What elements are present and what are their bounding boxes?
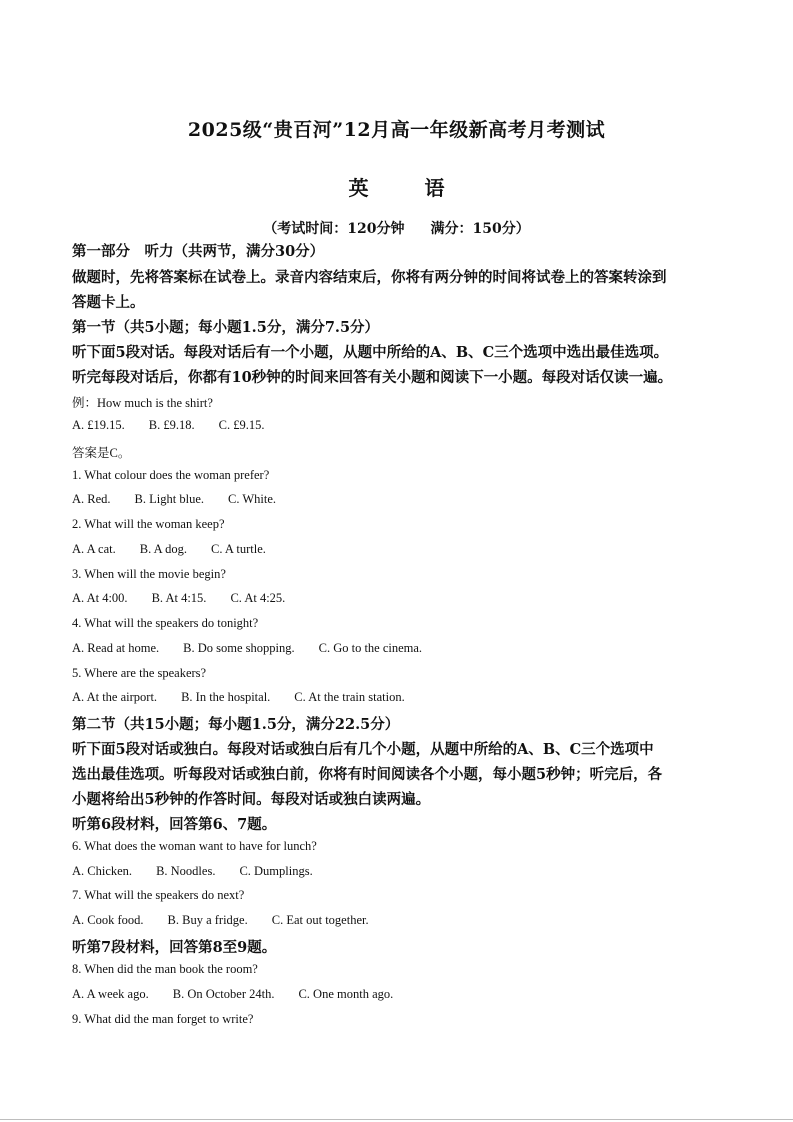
section2-instruction-line: 听下面5段对话或独白。每段对话或独白后有几个小题，从题中所给的A、B、C三个选项中 bbox=[72, 741, 654, 758]
question-5-options bbox=[72, 690, 405, 705]
subject-title: 英 语 bbox=[348, 176, 463, 200]
part1-heading: 第一部分 听力（共两节，满分30分） bbox=[72, 243, 325, 260]
question-4-options bbox=[72, 641, 422, 656]
option-b: B. In the hospital. bbox=[181, 690, 271, 704]
section2-heading: 第二节（共15小题；每小题1.5分，满分22.5分） bbox=[72, 716, 400, 733]
question-1: 1. What colour does the woman prefer? bbox=[72, 468, 270, 482]
question-2: 2. What will the woman keep? bbox=[72, 517, 225, 531]
question-4: 4. What will the speakers do tonight? bbox=[72, 616, 259, 630]
option-b: B. Light blue. bbox=[134, 492, 204, 506]
question-7: 7. What will the speakers do next? bbox=[72, 888, 245, 902]
option-c: C. Eat out together. bbox=[271, 913, 369, 927]
material-6-heading: 听第6段材料，回答第6、7题。 bbox=[72, 816, 277, 833]
option-c: C. One month ago. bbox=[298, 987, 394, 1001]
option-a: A. Red. bbox=[72, 492, 111, 506]
section1-instruction-line: 听完每段对话后，你都有10秒钟的时间来回答有关小题和阅读下一小题。每段对话仅读一遍。 bbox=[72, 369, 673, 386]
question-6: 6. What does the woman want to have for lunch? bbox=[72, 839, 317, 853]
question-3: 3. When will the movie begin? bbox=[72, 567, 226, 581]
question-8-options bbox=[72, 987, 393, 1002]
exam-score: 满分：150分） bbox=[430, 221, 530, 237]
option-a: A. £19.15. bbox=[72, 418, 125, 432]
option-a: A. A week ago. bbox=[72, 987, 149, 1001]
exam-title: 2025级“贵百河”12月高一年级新高考月考测试 bbox=[187, 119, 606, 141]
example-answer: 答案是C。 bbox=[72, 446, 131, 460]
section2-instruction-line: 小题将给出5秒钟的作答时间。每段对话或独白读两遍。 bbox=[72, 791, 431, 808]
part1-instruction-line: 答题卡上。 bbox=[72, 294, 145, 311]
part1-instruction-line: 做题时，先将答案标在试卷上。录音内容结束后，你将有两分钟的时间将试卷上的答案转涂到 bbox=[72, 269, 667, 286]
option-b: B. A dog. bbox=[139, 542, 187, 556]
option-b: B. On October 24th. bbox=[172, 987, 275, 1001]
option-c: C. Dumplings. bbox=[239, 864, 313, 878]
option-c: C. At 4:25. bbox=[230, 591, 286, 605]
question-7-options bbox=[72, 913, 369, 928]
page-bottom-rule bbox=[0, 1119, 793, 1120]
exam-info bbox=[0, 218, 793, 238]
question-3-options bbox=[72, 591, 285, 606]
question-9: 9. What did the man forget to write? bbox=[72, 1012, 254, 1026]
option-b: B. Do some shopping. bbox=[183, 641, 295, 655]
question-6-options bbox=[72, 864, 313, 879]
option-a: A. At 4:00. bbox=[72, 591, 128, 605]
question-1-options bbox=[72, 492, 276, 507]
section1-instruction-line: 听下面5段对话。每段对话后有一个小题，从题中所给的A、B、C三个选项中选出最佳选项。 bbox=[72, 344, 669, 361]
option-b: B. £9.18. bbox=[148, 418, 195, 432]
option-a: A. At the airport. bbox=[72, 690, 158, 704]
option-a: A. Chicken. bbox=[72, 864, 133, 878]
material-7-heading: 听第7段材料，回答第8至9题。 bbox=[72, 939, 277, 956]
exam-time: （考试时间：120分钟 bbox=[263, 221, 405, 237]
option-b: B. At 4:15. bbox=[151, 591, 207, 605]
option-a: A. A cat. bbox=[72, 542, 116, 556]
option-c: C. White. bbox=[228, 492, 277, 506]
option-c: C. £9.15. bbox=[218, 418, 265, 432]
option-c: C. At the train station. bbox=[294, 690, 405, 704]
question-5: 5. Where are the speakers? bbox=[72, 666, 207, 680]
option-b: B. Noodles. bbox=[156, 864, 216, 878]
example-options bbox=[72, 418, 264, 433]
option-a: A. Read at home. bbox=[72, 641, 160, 655]
question-8: 8. When did the man book the room? bbox=[72, 962, 258, 976]
section1-heading: 第一节（共5小题；每小题1.5分，满分7.5分） bbox=[72, 319, 380, 336]
example-question: 例：How much is the shirt? bbox=[72, 396, 213, 410]
question-2-options bbox=[72, 542, 266, 557]
section2-instruction-line: 选出最佳选项。听每段对话或独白前，你将有时间阅读各个小题，每小题5秒钟；听完后，各 bbox=[72, 766, 663, 783]
option-c: C. A turtle. bbox=[211, 542, 266, 556]
option-b: B. Buy a fridge. bbox=[167, 913, 248, 927]
option-c: C. Go to the cinema. bbox=[318, 641, 423, 655]
option-a: A. Cook food. bbox=[72, 913, 144, 927]
